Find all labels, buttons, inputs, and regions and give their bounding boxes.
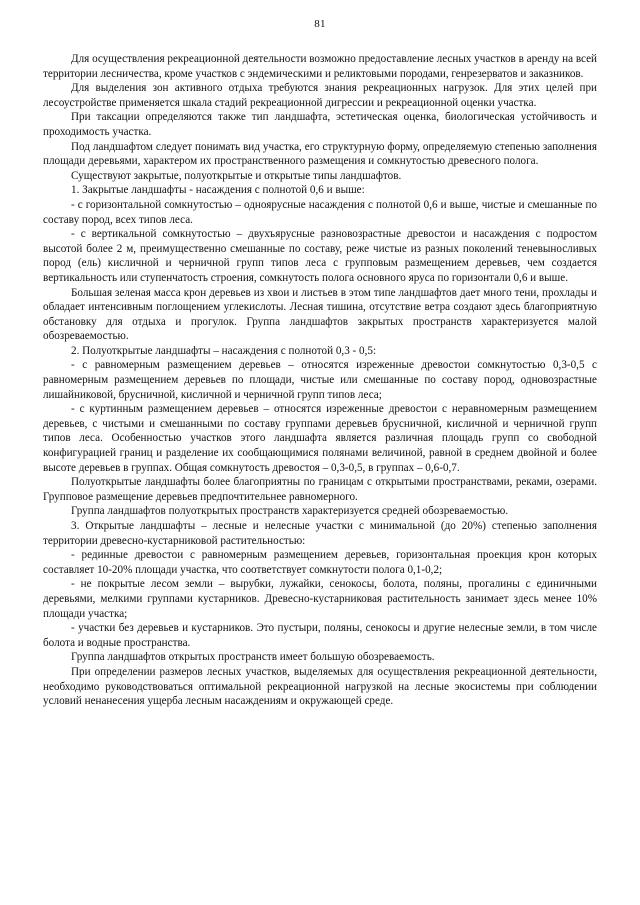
paragraph-13: Полуоткрытые ландшафты более благоприятны по границам с открытыми пространствами, реками, озерами. Групповое размещение деревьев предпочтительнее равномерного. <box>43 476 597 503</box>
list-item-vertical: - с вертикальной сомкнутостью – двухъярусные разновозрастные древостои и насаждения с подростом высотой более 2 м, преимущественно смешанные по составу, реже чистые из разных поколений теневыносливых пород (ель) кисличной и черничной групп типов леса с групповым размещением деревьев, чем создается вертикальность или ступенчатость строения, сомкнутость полога основного яруса по горизонтали 0,6 и выше. <box>43 228 597 284</box>
paragraph-4: Под ландшафтом следует понимать вид участка, его структурную форму, определяемую степенью заполнения площади деревьями, характером их пространственного размещения и сомкнутостью древесного полога. <box>43 140 597 168</box>
list-item-uniform: - с равномерным размещением деревьев – относятся изреженные древостои сомкнутостью 0,3-0,5 с равномерным размещением деревьев по площади, чистые или смешанные по составу пород, одновозрастные лишайниковой, брусничной, кисличной и черничной групп типов леса; <box>43 359 597 401</box>
list-item-non-forested: - не покрытые лесом земли – вырубки, лужайки, сенокосы, болота, поляны, прогалины с единичными деревьями, мелкими группами кустарников. Древесно-кустарниковая растительность занимает здесь менее 10% площади участка; <box>43 578 597 620</box>
paragraph-5: Существуют закрытые, полуоткрытые и открытые типы ландшафтов. <box>71 169 402 182</box>
list-item-treeless: - участки без деревьев и кустарников. Это пустыри, поляны, сенокосы и другие нелесные земли, в том числе болота и водные пространства. <box>43 622 597 649</box>
paragraph-20: При определении размеров лесных участков, выделяемых для осуществления рекреационной деятельности, необходимо руководствоваться оптимальной рекреационной нагрузкой на лесные экосистемы при соблюдении условий ненанесения ущерба лесным насаждениям и окружающей среде. <box>43 665 597 708</box>
list-item-sparse: - рединные древостои с равномерным размещением деревьев, горизонтальная проекция крон которых составляет 10-20% площади участка, что соответствует сомкнутости полога 0,1-0,2; <box>43 549 597 576</box>
paragraph-2: Для выделения зон активного отдыха требуются знания рекреационных нагрузок. Для этих целей при лесоустройстве применяется шкала стадий рекреационной дигрессии и рекреационной оценки участка. <box>43 82 597 109</box>
section-heading-open: 3. Открытые ландшафты – лесные и нелесные участки с минимальной (до 20%) степенью заполнения территории древесно-кустарниковой растительностью: <box>43 520 597 547</box>
paragraph-19: Группа ландшафтов открытых пространств имеет большую обозреваемость. <box>71 651 435 664</box>
paragraph-3: При таксации определяются также тип ландшафта, эстетическая оценка, биологическая устойчивость и проходимость участка. <box>43 111 597 138</box>
section-heading-semi-open: 2. Полуоткрытые ландшафты – насаждения с полнотой 0,3 - 0,5: <box>71 344 377 357</box>
paragraph-9: Большая зеленая масса крон деревьев из хвои и листьев в этом типе ландшафтов дает много тени, прохлады и обладает интенсивным поглощением углекислоты. Лесная тишина, отсутствие ветра создают здесь благоприятную обстановку для отдыха и прогулок. Группа ландшафтов закрытых пространств характеризуется малой обозреваемостью. <box>43 286 597 343</box>
list-item-horizontal: - с горизонтальной сомкнутостью – одноярусные насаждения с полнотой 0,6 и выше, чистые и смешанные по составу пород, всех типов леса. <box>43 198 597 226</box>
page-number: 81 <box>314 18 326 30</box>
paragraph-14: Группа ландшафтов полуоткрытых пространств характеризуется средней обозреваемостью. <box>71 505 509 518</box>
page-body <box>43 52 597 709</box>
list-item-clustered: - с куртинным размещением деревьев – относятся изреженные древостои с неравномерным размещением деревьев, с чистыми и смешанными по составу группами деревьев брусничной, кисличной и черничной групп типов леса. Особенностью участков этого ландшафта является различная площадь групп со свободной конфигурацией границ и разделение их сообщающимися полянами величиной, равной в среднем двойной и более высоте деревьев в группах. Общая сомкнутость древостоя – 0,3-0,5, в группах – 0,6-0,7. <box>43 403 597 474</box>
paragraph-1: Для осуществления рекреационной деятельности возможно предоставление лесных участков в аренду на всей территории лесничества, кроме участков с эндемическими и реликтовыми породами, генрезерватов и заказников. <box>43 53 597 80</box>
section-heading-closed: 1. Закрытые ландшафты - насаждения с полнотой 0,6 и выше: <box>71 184 365 197</box>
